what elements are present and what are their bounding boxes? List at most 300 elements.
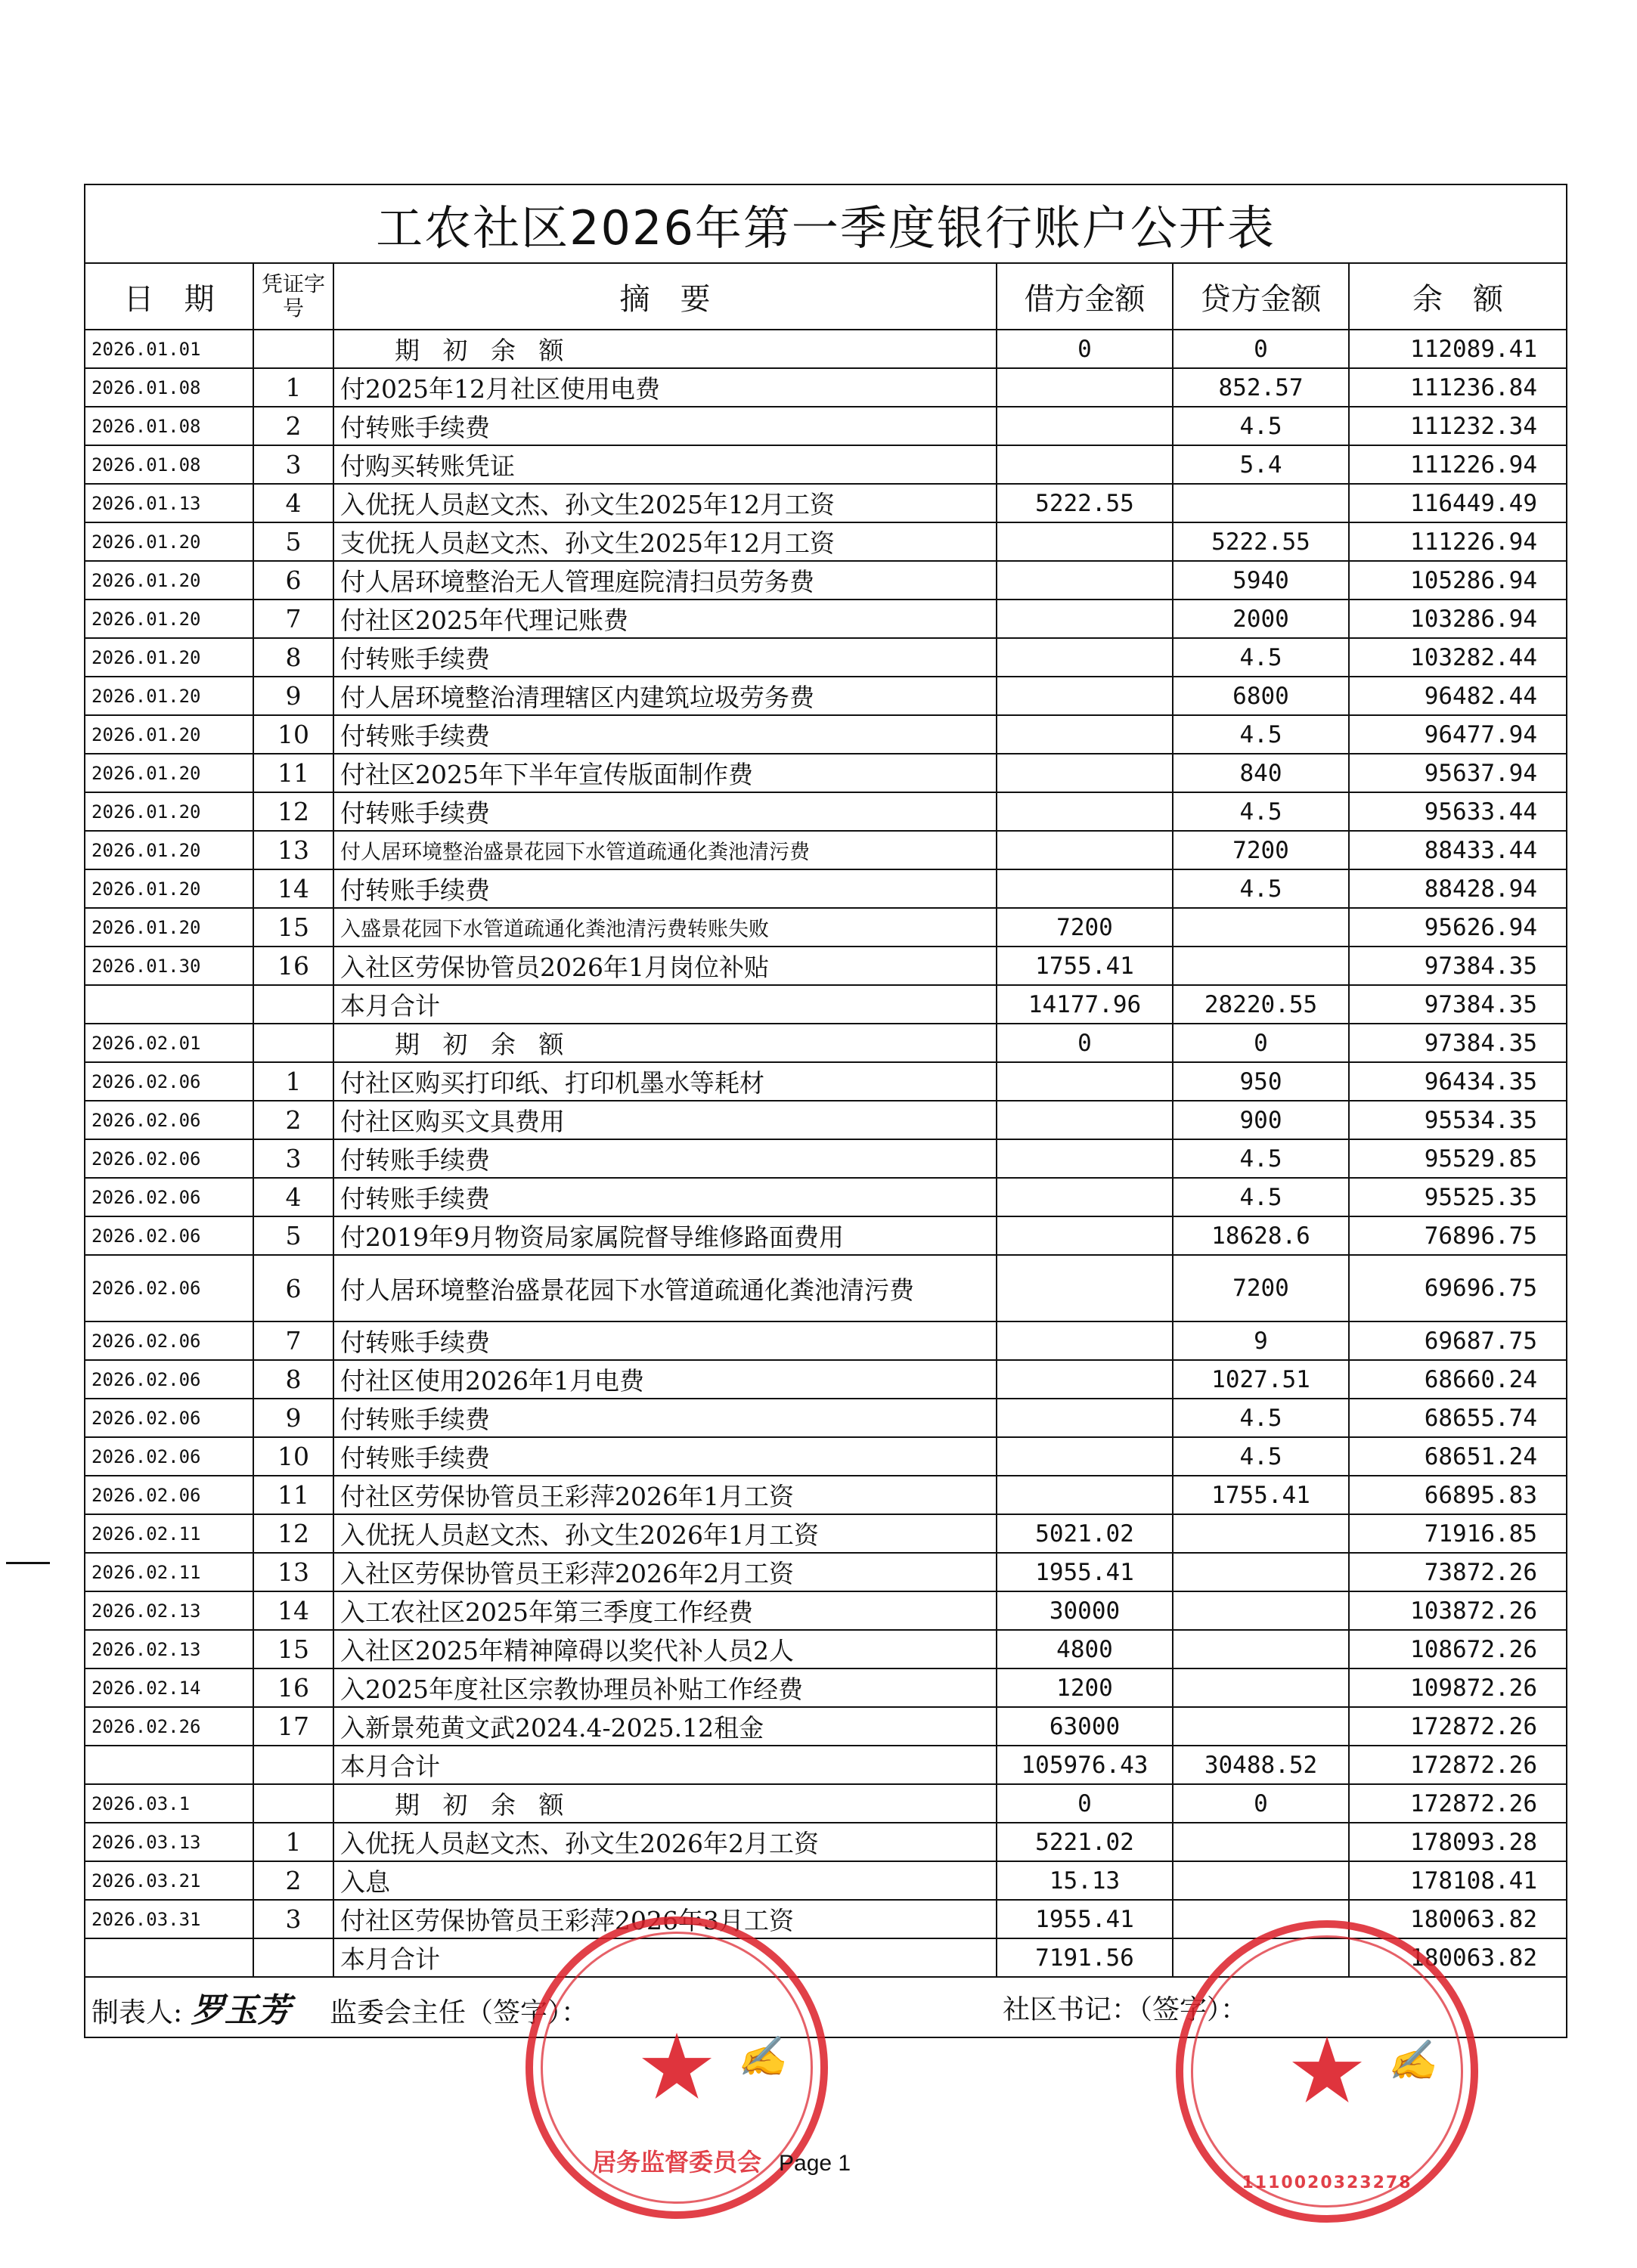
table-row (85, 754, 1567, 792)
row-debit (997, 1255, 1173, 1321)
row-summary: 付社区劳保协管员王彩萍2026年1月工资 (333, 1476, 997, 1514)
row-balance: 111226.94 (1349, 522, 1567, 561)
table-row (85, 1591, 1567, 1630)
row-summary: 付社区购买文具费用 (333, 1101, 997, 1139)
row-debit: 0 (997, 1024, 1173, 1062)
row-credit: 9 (1173, 1321, 1349, 1360)
row-summary: 付转账手续费 (333, 1437, 997, 1476)
row-debit (997, 1178, 1173, 1216)
row-summary: 付转账手续费 (333, 638, 997, 677)
row-credit (1173, 1861, 1349, 1900)
row-balance: 172872.26 (1349, 1784, 1567, 1823)
row-balance: 97384.35 (1349, 985, 1567, 1024)
header-debit: 借方金额 (997, 263, 1173, 330)
row-summary: 入息 (333, 1861, 997, 1900)
header-date: 日 期 (85, 263, 253, 330)
row-voucher-no: 8 (253, 1360, 333, 1399)
row-credit: 5.4 (1173, 445, 1349, 484)
row-credit: 1755.41 (1173, 1476, 1349, 1514)
row-credit (1173, 1668, 1349, 1707)
row-summary: 入盛景花园下水管道疏通化粪池清污费转账失败 (333, 908, 997, 947)
row-debit: 15.13 (997, 1861, 1173, 1900)
table-row (85, 1178, 1567, 1216)
row-credit: 0 (1173, 330, 1349, 368)
row-balance: 111226.94 (1349, 445, 1567, 484)
row-summary: 入社区2025年精神障碍以奖代补人员2人 (333, 1630, 997, 1668)
table-row (85, 1437, 1567, 1476)
row-date: 2026.01.20 (85, 522, 253, 561)
row-debit: 105976.43 (997, 1746, 1173, 1784)
row-credit: 18628.6 (1173, 1216, 1349, 1255)
row-date: 2026.01.20 (85, 561, 253, 600)
row-balance: 68651.24 (1349, 1437, 1567, 1476)
row-summary: 付人居环境整治无人管理庭院清扫员劳务费 (333, 561, 997, 600)
row-debit (997, 638, 1173, 677)
row-balance: 97384.35 (1349, 947, 1567, 985)
row-voucher-no: 2 (253, 1101, 333, 1139)
row-voucher-no: 1 (253, 1823, 333, 1861)
row-balance: 116449.49 (1349, 484, 1567, 522)
row-summary: 期 初 余 额 (333, 1024, 997, 1062)
row-debit (997, 600, 1173, 638)
row-summary: 入社区劳保协管员王彩萍2026年2月工资 (333, 1553, 997, 1591)
row-credit: 900 (1173, 1101, 1349, 1139)
row-date: 2026.01.01 (85, 330, 253, 368)
row-credit (1173, 1630, 1349, 1668)
table-row (85, 638, 1567, 677)
row-debit (997, 677, 1173, 715)
row-debit (997, 445, 1173, 484)
row-debit (997, 792, 1173, 831)
row-balance: 88428.94 (1349, 869, 1567, 908)
row-debit: 1200 (997, 1668, 1173, 1707)
row-date (85, 1746, 253, 1784)
row-date: 2026.02.06 (85, 1399, 253, 1437)
row-debit (997, 1101, 1173, 1139)
bank-account-table-sheet (84, 184, 1566, 2038)
row-debit: 5222.55 (997, 484, 1173, 522)
row-balance: 111232.34 (1349, 407, 1567, 445)
table-row (85, 1514, 1567, 1553)
row-debit: 5221.02 (997, 1823, 1173, 1861)
row-voucher-no: 3 (253, 1900, 333, 1938)
row-debit (997, 869, 1173, 908)
row-debit (997, 1437, 1173, 1476)
row-balance: 178093.28 (1349, 1823, 1567, 1861)
row-balance: 69696.75 (1349, 1255, 1567, 1321)
row-debit (997, 1321, 1173, 1360)
row-voucher-no: 12 (253, 1514, 333, 1553)
row-summary: 付社区2025年下半年宣传版面制作费 (333, 754, 997, 792)
row-date: 2026.02.06 (85, 1062, 253, 1101)
row-credit (1173, 1514, 1349, 1553)
row-debit (997, 1139, 1173, 1178)
table-row (85, 561, 1567, 600)
table-row (85, 1630, 1567, 1668)
row-balance: 76896.75 (1349, 1216, 1567, 1255)
row-date: 2026.03.31 (85, 1900, 253, 1938)
row-summary: 支优抚人员赵文杰、孙文生2025年12月工资 (333, 522, 997, 561)
row-credit: 840 (1173, 754, 1349, 792)
row-balance: 96434.35 (1349, 1062, 1567, 1101)
row-summary: 付社区购买打印纸、打印机墨水等耗材 (333, 1062, 997, 1101)
row-balance: 73872.26 (1349, 1553, 1567, 1591)
row-voucher-no: 1 (253, 1062, 333, 1101)
row-credit: 4.5 (1173, 792, 1349, 831)
margin-dash (6, 1562, 50, 1564)
table-row (85, 947, 1567, 985)
row-date: 2026.02.06 (85, 1139, 253, 1178)
row-balance: 105286.94 (1349, 561, 1567, 600)
table-row (85, 1707, 1567, 1746)
table-row (85, 1216, 1567, 1255)
row-credit: 30488.52 (1173, 1746, 1349, 1784)
row-date: 2026.02.11 (85, 1514, 253, 1553)
table-row (85, 1476, 1567, 1514)
row-balance: 112089.41 (1349, 330, 1567, 368)
row-date: 2026.02.06 (85, 1216, 253, 1255)
row-date: 2026.02.06 (85, 1321, 253, 1360)
row-credit: 5222.55 (1173, 522, 1349, 561)
table-row (85, 1553, 1567, 1591)
row-balance: 66895.83 (1349, 1476, 1567, 1514)
row-date: 2026.01.20 (85, 792, 253, 831)
monthly-total-row (85, 985, 1567, 1024)
row-summary: 本月合计 (333, 985, 997, 1024)
row-summary: 入新景苑黄文武2024.4-2025.12租金 (333, 1707, 997, 1746)
row-credit (1173, 1823, 1349, 1861)
row-voucher-no: 4 (253, 484, 333, 522)
row-debit (997, 368, 1173, 407)
row-credit: 4.5 (1173, 1437, 1349, 1476)
row-voucher-no: 11 (253, 1476, 333, 1514)
row-date: 2026.01.08 (85, 445, 253, 484)
row-balance: 111236.84 (1349, 368, 1567, 407)
row-voucher-no: 16 (253, 947, 333, 985)
row-voucher-no: 14 (253, 869, 333, 908)
secretary-signature-mark: ✍ (1387, 2038, 1437, 2084)
table-row (85, 484, 1567, 522)
row-balance: 108672.26 (1349, 1630, 1567, 1668)
row-credit: 4.5 (1173, 407, 1349, 445)
row-summary: 付购买转账凭证 (333, 445, 997, 484)
row-balance: 97384.35 (1349, 1024, 1567, 1062)
row-voucher-no (253, 1938, 333, 1977)
row-debit: 4800 (997, 1630, 1173, 1668)
table-row (85, 1823, 1567, 1861)
row-voucher-no: 17 (253, 1707, 333, 1746)
row-balance: 172872.26 (1349, 1707, 1567, 1746)
row-balance: 109872.26 (1349, 1668, 1567, 1707)
row-voucher-no: 4 (253, 1178, 333, 1216)
row-debit (997, 715, 1173, 754)
row-date: 2026.01.13 (85, 484, 253, 522)
row-balance: 95633.44 (1349, 792, 1567, 831)
row-date: 2026.01.20 (85, 677, 253, 715)
header-balance: 余 额 (1349, 263, 1567, 330)
row-summary: 付转账手续费 (333, 1178, 997, 1216)
header-voucher: 凭证字号 (253, 263, 333, 330)
row-voucher-no: 3 (253, 445, 333, 484)
row-voucher-no: 15 (253, 1630, 333, 1668)
row-debit: 30000 (997, 1591, 1173, 1630)
opening-balance-row (85, 1024, 1567, 1062)
row-voucher-no: 1 (253, 368, 333, 407)
row-summary: 付转账手续费 (333, 1321, 997, 1360)
row-summary: 入2025年度社区宗教协理员补贴工作经费 (333, 1668, 997, 1707)
row-credit (1173, 947, 1349, 985)
table-row (85, 1360, 1567, 1399)
row-summary: 入社区劳保协管员2026年1月岗位补贴 (333, 947, 997, 985)
table-row (85, 522, 1567, 561)
row-voucher-no (253, 1746, 333, 1784)
row-credit: 0 (1173, 1784, 1349, 1823)
row-summary: 付社区劳保协管员王彩萍2026年3月工资 (333, 1900, 997, 1938)
row-date: 2026.01.20 (85, 754, 253, 792)
row-credit: 6800 (1173, 677, 1349, 715)
row-debit (997, 831, 1173, 869)
row-date: 2026.01.20 (85, 869, 253, 908)
row-summary: 付2019年9月物资局家属院督导维修路面费用 (333, 1216, 997, 1255)
row-summary: 入优抚人员赵文杰、孙文生2025年12月工资 (333, 484, 997, 522)
preparer-signature: 罗玉芳 (191, 1991, 291, 2030)
table-row (85, 1101, 1567, 1139)
row-summary: 本月合计 (333, 1746, 997, 1784)
row-debit: 7191.56 (997, 1938, 1173, 1977)
row-voucher-no: 7 (253, 600, 333, 638)
row-summary: 付转账手续费 (333, 715, 997, 754)
row-date: 2026.03.1 (85, 1784, 253, 1823)
supervisor-label: 监委会主任（签字）： (330, 1997, 589, 2028)
row-voucher-no: 10 (253, 1437, 333, 1476)
table-title: 工农社区2026年第一季度银行账户公开表 (85, 184, 1567, 263)
star-icon: ★ (636, 2015, 718, 2121)
table-row (85, 1321, 1567, 1360)
row-date: 2026.02.26 (85, 1707, 253, 1746)
row-debit (997, 1476, 1173, 1514)
row-balance: 180063.82 (1349, 1900, 1567, 1938)
row-balance: 95534.35 (1349, 1101, 1567, 1139)
row-credit: 4.5 (1173, 638, 1349, 677)
row-voucher-no: 9 (253, 677, 333, 715)
row-balance: 103282.44 (1349, 638, 1567, 677)
row-date: 2026.02.01 (85, 1024, 253, 1062)
row-voucher-no: 2 (253, 407, 333, 445)
row-date: 2026.02.06 (85, 1437, 253, 1476)
row-debit (997, 407, 1173, 445)
table-row (85, 1062, 1567, 1101)
row-date: 2026.02.06 (85, 1360, 253, 1399)
row-debit: 1955.41 (997, 1553, 1173, 1591)
row-balance: 103286.94 (1349, 600, 1567, 638)
row-date: 2026.02.06 (85, 1255, 253, 1321)
star-icon: ★ (1286, 2019, 1368, 2124)
row-credit: 7200 (1173, 1255, 1349, 1321)
row-voucher-no: 6 (253, 561, 333, 600)
row-balance: 95529.85 (1349, 1139, 1567, 1178)
row-credit: 5940 (1173, 561, 1349, 600)
row-debit: 0 (997, 1784, 1173, 1823)
page-number: Page 1 (779, 2151, 851, 2176)
row-credit: 4.5 (1173, 1178, 1349, 1216)
row-credit (1173, 908, 1349, 947)
row-date: 2026.01.08 (85, 368, 253, 407)
row-voucher-no: 15 (253, 908, 333, 947)
bank-account-table (84, 184, 1567, 2038)
table-row (85, 1255, 1567, 1321)
opening-balance-row (85, 330, 1567, 368)
row-debit (997, 1360, 1173, 1399)
row-voucher-no: 14 (253, 1591, 333, 1630)
seal-left-text: 居务监督委员会 (591, 2148, 761, 2177)
row-summary: 入优抚人员赵文杰、孙文生2026年1月工资 (333, 1514, 997, 1553)
row-credit (1173, 1553, 1349, 1591)
row-voucher-no (253, 1784, 333, 1823)
row-balance: 68655.74 (1349, 1399, 1567, 1437)
row-debit (997, 754, 1173, 792)
row-summary: 付人居环境整治清理辖区内建筑垃圾劳务费 (333, 677, 997, 715)
row-date: 2026.01.20 (85, 908, 253, 947)
row-balance: 103872.26 (1349, 1591, 1567, 1630)
row-voucher-no: 13 (253, 831, 333, 869)
row-date (85, 1938, 253, 1977)
row-debit: 14177.96 (997, 985, 1173, 1024)
row-debit: 0 (997, 330, 1173, 368)
row-date: 2026.02.06 (85, 1101, 253, 1139)
seal-right-text: 1110020323278 (1242, 2174, 1412, 2192)
row-voucher-no: 13 (253, 1553, 333, 1591)
row-debit: 1755.41 (997, 947, 1173, 985)
row-date (85, 985, 253, 1024)
row-debit (997, 1399, 1173, 1437)
row-voucher-no: 7 (253, 1321, 333, 1360)
row-debit: 1955.41 (997, 1900, 1173, 1938)
row-credit: 4.5 (1173, 869, 1349, 908)
row-summary: 付转账手续费 (333, 407, 997, 445)
table-row (85, 831, 1567, 869)
row-balance: 96482.44 (1349, 677, 1567, 715)
row-summary: 入优抚人员赵文杰、孙文生2026年2月工资 (333, 1823, 997, 1861)
row-credit: 4.5 (1173, 715, 1349, 754)
table-row (85, 1861, 1567, 1900)
row-date: 2026.01.20 (85, 831, 253, 869)
row-date: 2026.01.30 (85, 947, 253, 985)
row-voucher-no: 16 (253, 1668, 333, 1707)
row-date: 2026.01.20 (85, 715, 253, 754)
row-date: 2026.03.21 (85, 1861, 253, 1900)
row-date: 2026.02.13 (85, 1630, 253, 1668)
row-summary: 付人居环境整治盛景花园下水管道疏通化粪池清污费 (333, 831, 997, 869)
row-debit: 7200 (997, 908, 1173, 947)
row-voucher-no: 9 (253, 1399, 333, 1437)
header-summary: 摘 要 (333, 263, 997, 330)
row-credit: 1027.51 (1173, 1360, 1349, 1399)
table-row (85, 1668, 1567, 1707)
table-row (85, 677, 1567, 715)
row-debit (997, 522, 1173, 561)
row-credit (1173, 484, 1349, 522)
row-balance: 95525.35 (1349, 1178, 1567, 1216)
row-date: 2026.02.11 (85, 1553, 253, 1591)
row-credit: 0 (1173, 1024, 1349, 1062)
row-date: 2026.03.13 (85, 1823, 253, 1861)
monthly-total-row (85, 1746, 1567, 1784)
row-summary: 付社区2025年代理记账费 (333, 600, 997, 638)
row-date: 2026.02.13 (85, 1591, 253, 1630)
row-voucher-no (253, 330, 333, 368)
row-debit (997, 1216, 1173, 1255)
row-date: 2026.02.06 (85, 1476, 253, 1514)
row-balance: 71916.85 (1349, 1514, 1567, 1553)
table-row (85, 1139, 1567, 1178)
row-balance: 180063.82 (1349, 1938, 1567, 1977)
supervisor-signature-mark: ✍ (737, 2034, 786, 2080)
row-summary: 入工农社区2025年第三季度工作经费 (333, 1591, 997, 1630)
row-credit: 2000 (1173, 600, 1349, 638)
opening-balance-row (85, 1784, 1567, 1823)
row-summary: 付转账手续费 (333, 1139, 997, 1178)
table-row (85, 407, 1567, 445)
row-voucher-no (253, 985, 333, 1024)
row-credit: 852.57 (1173, 368, 1349, 407)
row-credit: 950 (1173, 1062, 1349, 1101)
row-credit (1173, 1591, 1349, 1630)
row-date: 2026.02.14 (85, 1668, 253, 1707)
row-date: 2026.01.20 (85, 600, 253, 638)
row-debit: 5021.02 (997, 1514, 1173, 1553)
row-credit: 28220.55 (1173, 985, 1349, 1024)
row-summary: 付人居环境整治盛景花园下水管道疏通化粪池清污费 (333, 1255, 997, 1321)
row-voucher-no: 8 (253, 638, 333, 677)
row-summary: 付转账手续费 (333, 1399, 997, 1437)
row-debit: 63000 (997, 1707, 1173, 1746)
row-credit: 4.5 (1173, 1399, 1349, 1437)
secretary-label: 社区书记：（签字）： (1003, 1994, 1248, 2025)
row-voucher-no: 12 (253, 792, 333, 831)
row-voucher-no: 3 (253, 1139, 333, 1178)
row-date: 2026.02.06 (85, 1178, 253, 1216)
row-date: 2026.01.08 (85, 407, 253, 445)
row-voucher-no: 10 (253, 715, 333, 754)
header-credit: 贷方金额 (1173, 263, 1349, 330)
row-balance: 69687.75 (1349, 1321, 1567, 1360)
table-row (85, 715, 1567, 754)
row-voucher-no: 5 (253, 522, 333, 561)
row-balance: 95637.94 (1349, 754, 1567, 792)
row-balance: 95626.94 (1349, 908, 1567, 947)
preparer-label: 制表人: (91, 1997, 183, 2028)
table-row (85, 368, 1567, 407)
table-row (85, 792, 1567, 831)
row-debit (997, 1062, 1173, 1101)
row-voucher-no: 2 (253, 1861, 333, 1900)
row-credit: 7200 (1173, 831, 1349, 869)
row-summary: 期 初 余 额 (333, 330, 997, 368)
row-voucher-no: 5 (253, 1216, 333, 1255)
table-row (85, 600, 1567, 638)
row-balance: 88433.44 (1349, 831, 1567, 869)
table-row (85, 908, 1567, 947)
row-balance: 96477.94 (1349, 715, 1567, 754)
row-summary: 付社区使用2026年1月电费 (333, 1360, 997, 1399)
row-voucher-no: 6 (253, 1255, 333, 1321)
row-balance: 68660.24 (1349, 1360, 1567, 1399)
row-voucher-no: 11 (253, 754, 333, 792)
row-credit (1173, 1707, 1349, 1746)
row-summary: 期 初 余 额 (333, 1784, 997, 1823)
row-summary: 本月合计 (333, 1938, 997, 1977)
row-voucher-no (253, 1024, 333, 1062)
